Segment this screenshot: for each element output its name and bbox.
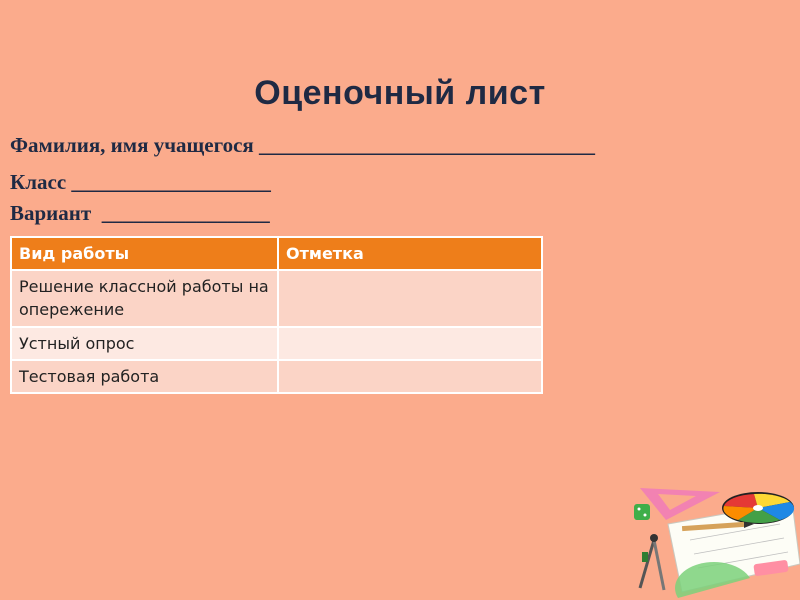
grading-table [10,236,543,394]
grade-cell[interactable] [278,327,542,360]
class-field: Класс ___________________ [10,170,271,194]
table-row [11,270,542,327]
header-work-type: Вид работы [11,237,278,270]
table-row [11,360,542,393]
work-type-cell: Тестовая работа [11,360,278,393]
table-row [11,327,542,360]
variant-field: Вариант ________________ [10,201,270,225]
math-tools-clipart [620,480,800,600]
work-type-cell: Устный опрос [11,327,278,360]
work-type-cell: Решение классной работы на опережение [11,270,278,327]
table-header-row [11,237,542,270]
compass-icon [640,534,664,590]
student-name-field: Фамилия, имя учащегося ________________________________ [10,133,596,157]
page-title: Оценочный лист [254,74,546,112]
grade-cell[interactable] [278,270,542,327]
color-wheel-icon [722,492,794,524]
grade-cell[interactable] [278,360,542,393]
die-icon [634,504,650,520]
header-grade: Отметка [278,237,542,270]
